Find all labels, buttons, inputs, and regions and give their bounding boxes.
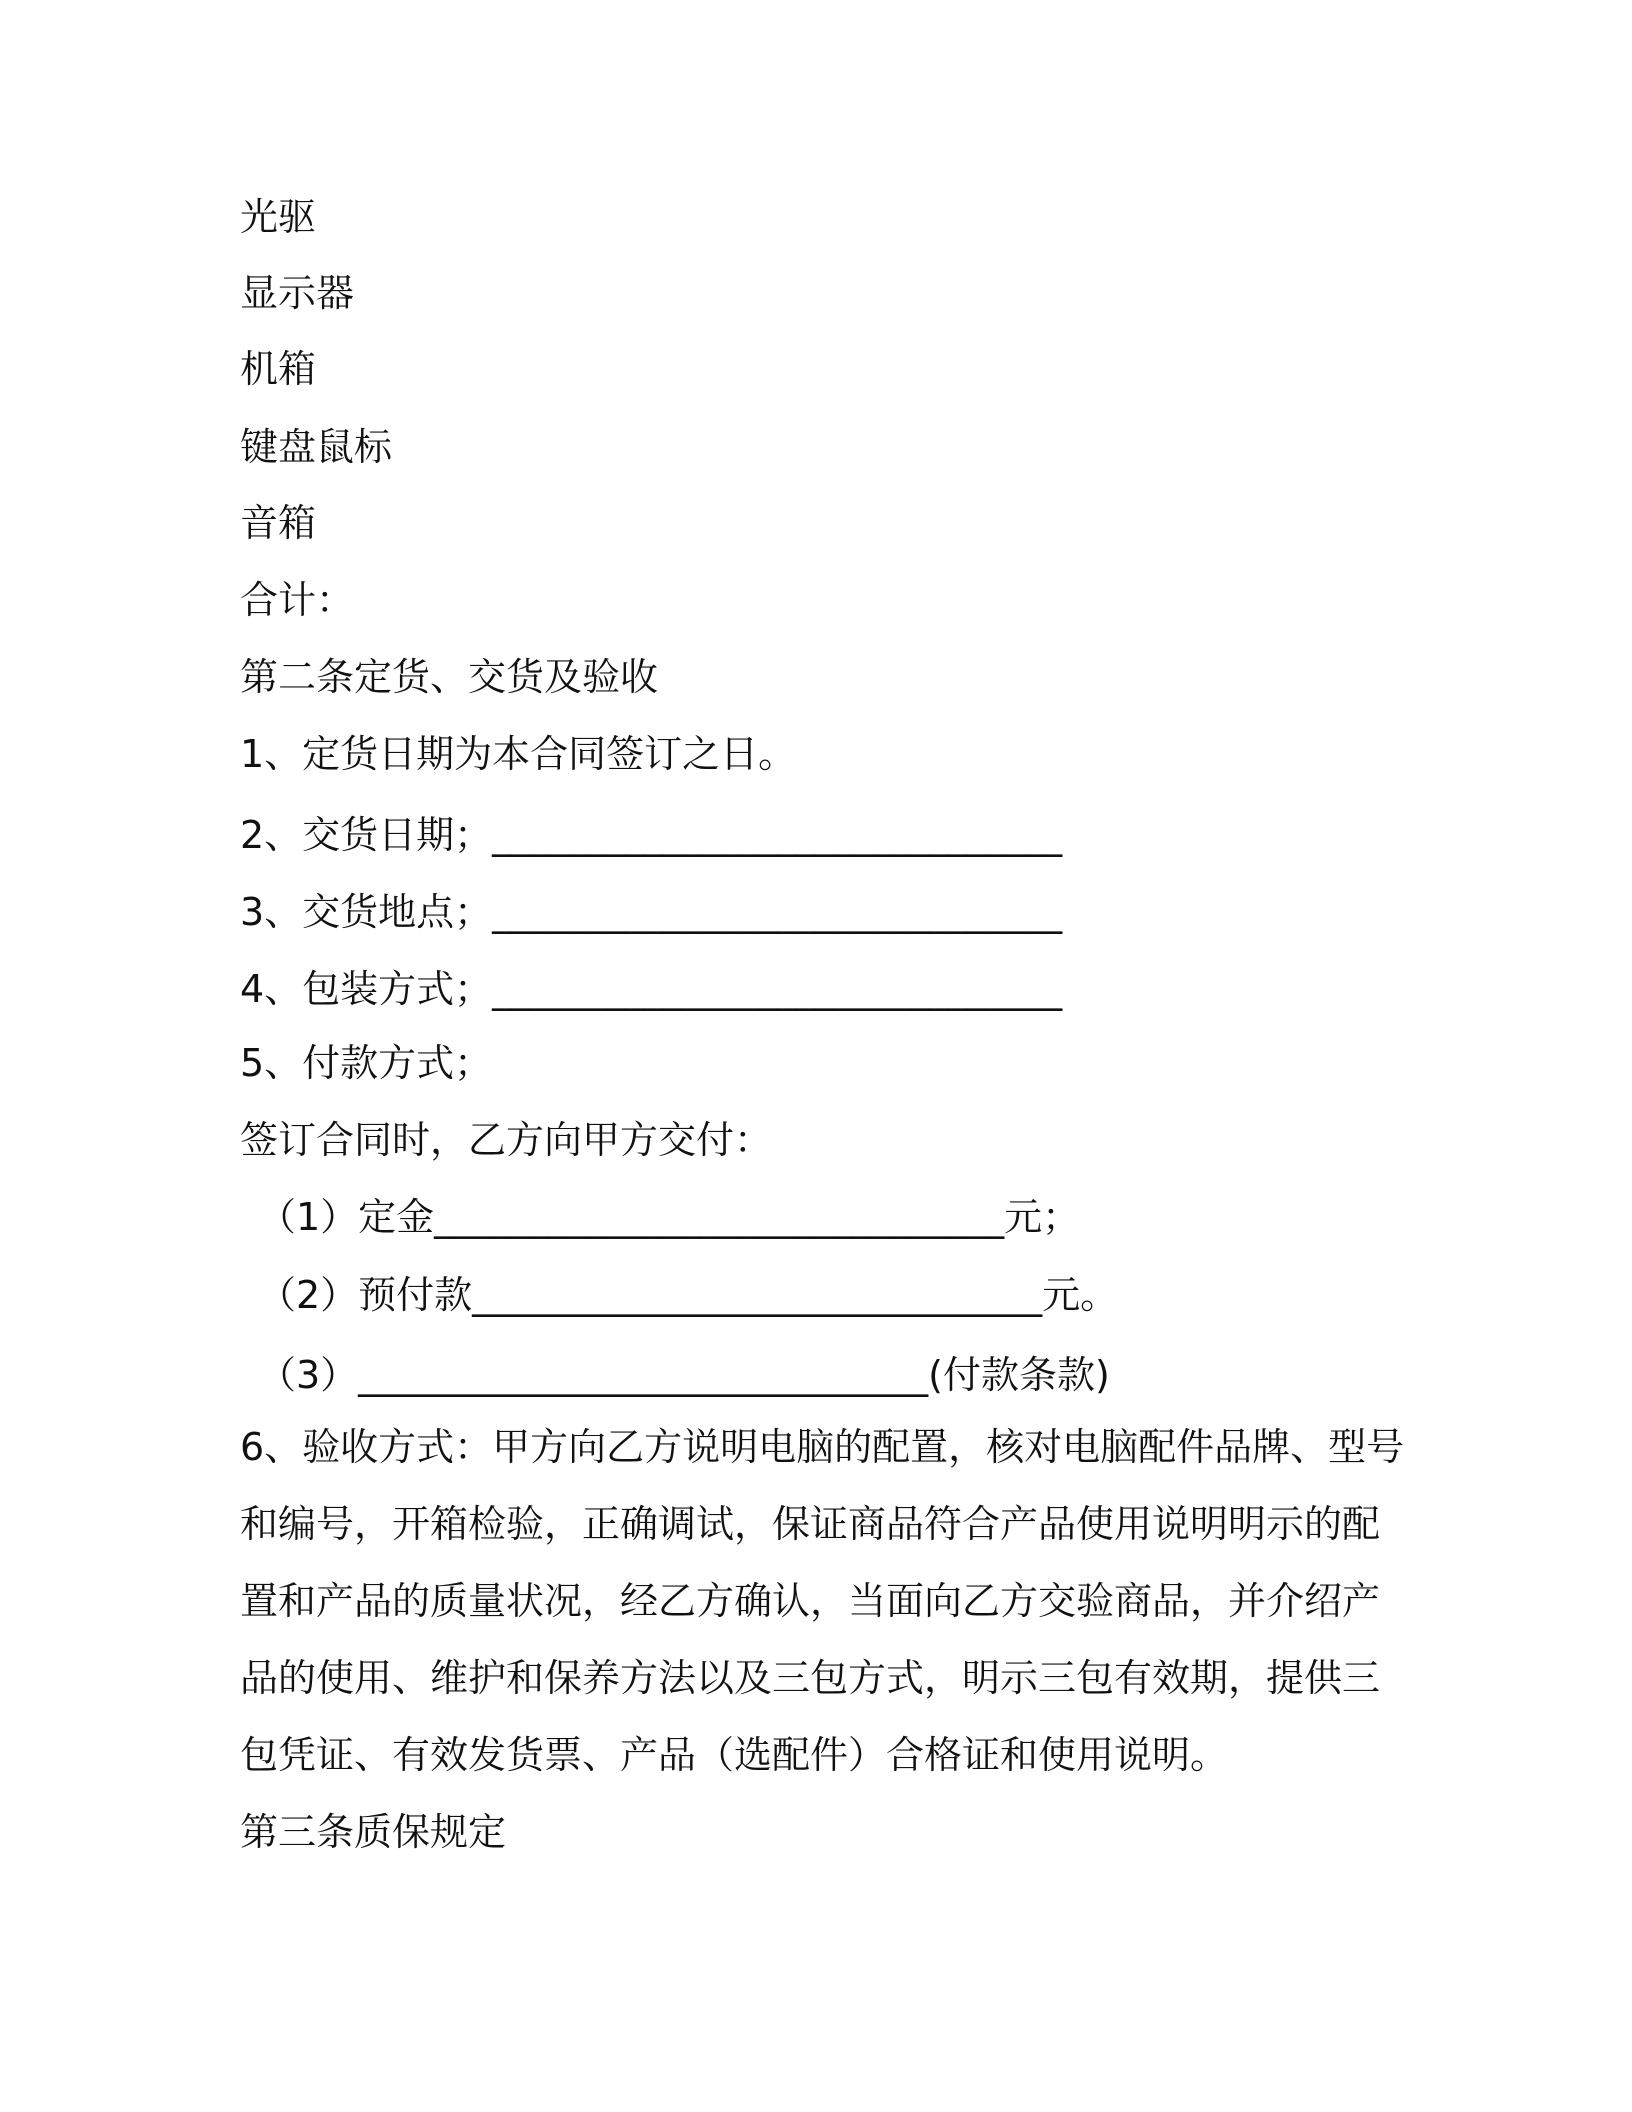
item-monitor: 显示器 xyxy=(240,271,355,315)
clause-1: 1、定货日期为本合同签订之日。 xyxy=(240,732,797,776)
article-2-title: 第二条定货、交货及验收 xyxy=(240,655,659,699)
clause-4: 4、包装方式；______________________________ xyxy=(240,967,1063,1011)
clause-6-line-2: 和编号，开箱检验，正确调试，保证商品符合产品使用说明明示的配 xyxy=(240,1502,1381,1546)
signing-statement: 签订合同时，乙方向甲方交付： xyxy=(240,1118,773,1162)
article-3-title: 第三条质保规定 xyxy=(240,1810,507,1854)
item-case: 机箱 xyxy=(240,347,317,391)
sub-item-3: （3）______________________________(付款条款) xyxy=(258,1353,1110,1397)
clause-6-line-1: 6、验收方式：甲方向乙方说明电脑的配置，核对电脑配件品牌、型号 xyxy=(240,1425,1405,1469)
clause-3: 3、交货地点；______________________________ xyxy=(240,890,1063,934)
clause-6-line-5: 包凭证、有效发货票、产品（选配件）合格证和使用说明。 xyxy=(240,1733,1229,1777)
item-optical-drive: 光驱 xyxy=(240,195,317,239)
item-speakers: 音箱 xyxy=(240,501,317,545)
clause-2: 2、交货日期；______________________________ xyxy=(240,813,1063,857)
clause-5: 5、付款方式； xyxy=(240,1041,493,1085)
clause-6-line-4: 品的使用、维护和保养方法以及三包方式，明示三包有效期，提供三 xyxy=(240,1656,1381,1700)
clause-6-line-3: 置和产品的质量状况，经乙方确认，当面向乙方交验商品，并介绍产 xyxy=(240,1579,1381,1623)
item-keyboard-mouse: 键盘鼠标 xyxy=(240,425,393,469)
sub-item-2: （2）预付款______________________________元。 xyxy=(258,1273,1119,1317)
total-label: 合计： xyxy=(240,578,355,622)
sub-item-1: （1）定金______________________________元； xyxy=(258,1195,1081,1239)
